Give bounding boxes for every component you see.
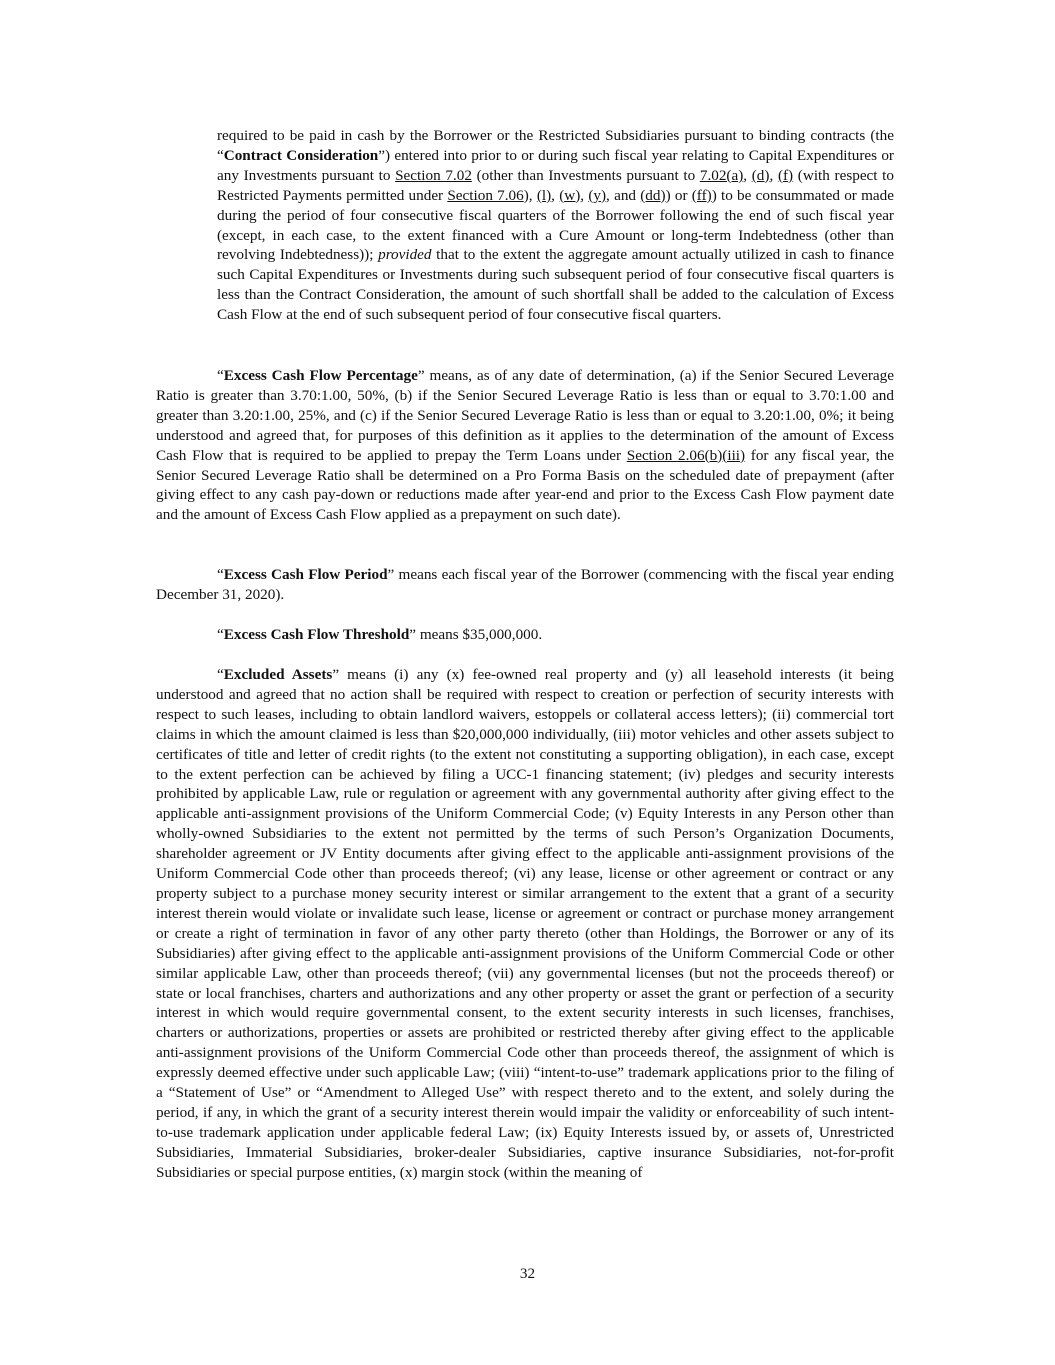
section-reference: Section 7.06 — [447, 186, 524, 204]
text-run: ) to be consummated or made during the period of four consecutive fiscal quarters of the Borrower following the end of such fiscal year (except, in each case, to the extent financed with a Cure Amount or long-term Indebtedness (other than revolving Indebtedness)); — [217, 186, 894, 264]
defined-term: Excess Cash Flow Period — [223, 566, 388, 583]
proviso-word: provided — [378, 246, 432, 264]
section-reference: (dd) — [640, 186, 666, 204]
definition-excess-cash-flow-period — [156, 565, 894, 605]
section-reference: (ff) — [691, 186, 712, 204]
text-run: , — [580, 186, 589, 204]
text-run: ” means $35,000,000. — [409, 626, 543, 643]
text-run: ”) entered into prior to or during such fiscal year relating to Capital Expenditures or any Investments pursuant to — [217, 146, 894, 184]
defined-term-contract-consideration: Contract Consideration — [223, 146, 379, 164]
section-reference: Section 7.02 — [395, 166, 472, 184]
section-reference: Section 2.06(b)(iii) — [626, 446, 746, 464]
text-run: for any fiscal year, the Senior Secured Leverage Ratio shall be determined on a Pro Forma Basis on the scheduled date of prepayment (after giving effect to any cash pay-down or reductions made after year-end and prior to the Excess Cash Flow payment date and the amount of Excess Cash Flow applied as a prepayment on such date). — [156, 446, 894, 524]
defined-term: Excluded Assets — [223, 666, 333, 683]
text-run: required to be paid in cash by the Borrower or the Restricted Subsidiaries pursuant to binding contracts (the “ — [217, 127, 894, 164]
section-reference: 7.02(a) — [699, 166, 744, 184]
section-reference: (l) — [536, 186, 552, 204]
open-quote: “ — [217, 566, 224, 583]
section-reference: (w) — [559, 186, 581, 204]
section-reference: (f) — [777, 166, 794, 184]
definition-excluded-assets — [156, 665, 894, 1183]
definition-excess-cash-flow-percentage — [156, 366, 894, 525]
defined-term: Excess Cash Flow Percentage — [223, 367, 418, 384]
defined-term: Excess Cash Flow Threshold — [223, 626, 410, 643]
text-run: ” means (i) any (x) fee-owned real property and (y) all leasehold interests (it being understood and agreed that no action shall be required with respect to creation or perfection of security interests with respect to such leases, including to obtain landlord waivers, estoppels or collateral access letters); (ii) commercial tort claims in which the amount claimed is less than $20,000,000 individually, (iii) motor vehicles and other assets subject to certificates of title and letter of credit rights (to the extent not constituting a supporting obligation), in each case, except to the extent perfection can be achieved by filing a UCC-1 financing statement; (iv) pledges and security interests prohibited by applicable Law, rule or regulation or agreement with any governmental authority after giving effect to the applicable anti-assignment provisions of the Uniform Commercial Code; (v) Equity Interests in any Person other than wholly-owned Subsidiaries to the extent not permitted by the terms of such Person’s Organization Documents, shareholder agreement or JV Entity documents after giving effect to the applicable anti-assignment provisions of the Uniform Commercial Code other than proceeds thereof; (vi) any lease, license or other agreement or contract or any property subject to a purchase money security interest or similar arrangement to the extent that a grant of a security interest therein would violate or invalidate such lease, license or agreement or contract or purchase money arrangement or create a right of termination in favor of any other party thereto (other than Holdings, the Borrower or any of its Subsidiaries) after giving effect to the applicable anti-assignment provisions of the Uniform Commercial Code or other similar applicable Law, other than proceeds thereof; (vii) any governmental licenses (but not the proceeds thereof) or state or local franchises, charters and authorizations and any other property or asset the grant or perfection of a security interest in which would require governmental consent, to the extent security interests in such licenses, franchises, charters or authorizations, properties or assets are prohibited or restricted thereby after giving effect to the applicable anti-assignment provisions of the Uniform Commercial Code other than proceeds thereof, the assignment of which is expressly deemed effective under such applicable Law; (viii) “intent-to-use” trademark applications prior to the filing of a “Statement of Use” or “Amendment to Alleged Use” with respect thereto and to the extent, and solely during the period, if any, in which the grant of a security interest therein would impair the validity or enforceability of such intent-to-use trademark application under applicable federal Law; (ix) Equity Interests issued by, or assets of, Unrestricted Subsidiaries, Immaterial Subsidiaries, broker-dealer Subsidiaries, captive insurance Subsidiaries, not-for-profit Subsidiaries or special purpose entities, (x) margin stock (within the meaning of — [156, 666, 894, 1181]
open-quote: “ — [217, 367, 224, 384]
definition-excess-cash-flow-threshold — [156, 625, 894, 645]
page-number: 32 — [519, 1265, 536, 1282]
section-reference: (y) — [588, 186, 607, 204]
text-run: ) or — [665, 186, 692, 204]
section-reference: (d) — [751, 166, 770, 184]
text-run: ), — [523, 186, 537, 204]
text-run: ” means each fiscal year of the Borrower (commencing with the fiscal year ending December 31, 2020). — [156, 566, 894, 603]
text-run: , — [769, 166, 778, 184]
text-run: , — [551, 186, 560, 204]
open-quote: “ — [217, 626, 224, 643]
text-run: , and — [606, 186, 641, 204]
text-run: (other than Investments pursuant to — [471, 166, 700, 184]
text-run: that to the extent the aggregate amount actually utilized in cash to finance such Capital Expenditures or Investments during such subsequent period of four consecutive fiscal quarters is less than the Contract Consideration, the amount of such shortfall shall be added to the calculation of Excess Cash Flow at the end of such subsequent period of four consecutive fiscal quarters. — [217, 246, 894, 324]
text-run: (with respect to Restricted Payments permitted under — [217, 166, 894, 204]
text-run: , — [743, 166, 752, 184]
open-quote: “ — [217, 666, 224, 683]
text-run: ” means, as of any date of determination, (a) if the Senior Secured Leverage Ratio is greater than 3.70:1.00, 50%, (b) if the Senior Secured Leverage Ratio is less than or equal to 3.70:1.00 and greater than 3.20:1.00, 25%, and (c) if the Senior Secured Leverage Ratio is less than or equal to 3.20:1.00, 0%; it being understood and agreed that, for purposes of this definition as it applies to the determination of the amount of Excess Cash Flow that is required to be applied to prepay the Term Loans under — [156, 367, 894, 464]
paragraph-contract-consideration — [217, 126, 894, 325]
